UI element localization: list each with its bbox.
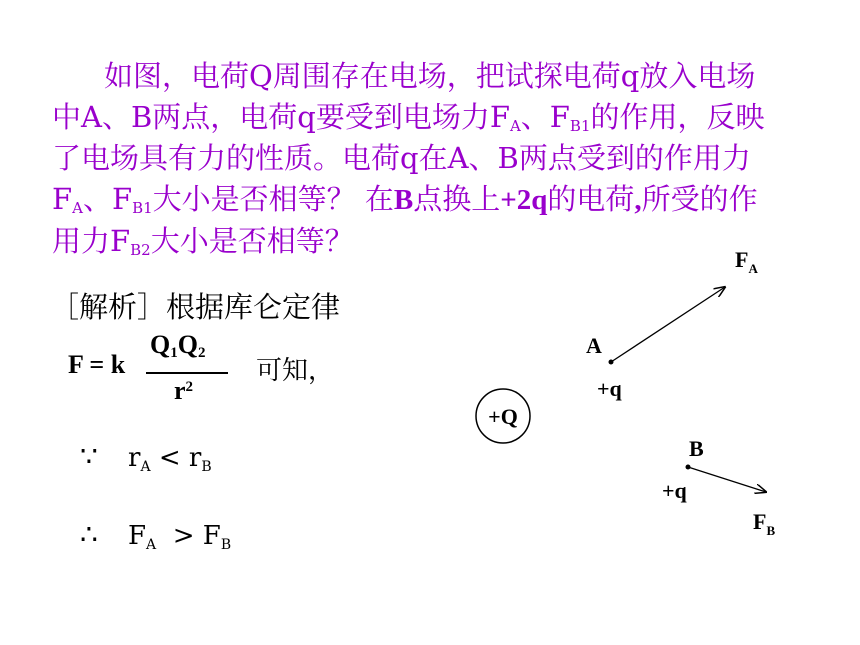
question-seg9: 大小是否相等？ — [150, 224, 354, 258]
question-seg1: 如图，电荷Q周围存在电场，把试探电荷q放入电场中A、B两点，电荷q要受到电场力F — [52, 59, 756, 134]
point-a-charge: +q — [597, 376, 622, 401]
because-a-sub: A — [140, 459, 151, 475]
question-seg4: 、F — [82, 182, 133, 216]
numerator-q2: Q — [177, 330, 198, 359]
because-b-sub: B — [201, 459, 212, 475]
source-charge-label: +Q — [488, 404, 518, 429]
question-seg6: 点换上 — [413, 182, 501, 216]
question-sub5: B2 — [130, 241, 151, 259]
force-a-label: $F_A$ — [735, 247, 758, 276]
formula-tail: 可知， — [256, 356, 335, 386]
question-sub4: B1 — [132, 199, 153, 217]
question-seg3: 的作用，反映了电场具有力的性质。电荷q在A、B两点受到的作用力F — [52, 100, 765, 216]
force-b-label: $F_B$ — [753, 509, 776, 538]
question-sub2: B1 — [569, 117, 591, 135]
because-b: r — [188, 443, 202, 473]
therefore-b: F — [202, 521, 221, 551]
formula-lhs: F = k — [68, 350, 126, 379]
therefore-symbol: ∴ — [80, 518, 98, 551]
because-a: r — [128, 443, 141, 473]
therefore-a: F — [128, 521, 147, 551]
denominator-exponent: 2 — [185, 379, 194, 395]
numerator-sub1: 1 — [170, 345, 178, 361]
question-seg7: 的电荷 — [547, 182, 635, 216]
point-b-charge: +q — [662, 478, 687, 503]
denominator-r: r — [174, 376, 186, 405]
force-a-arrow — [611, 287, 725, 362]
question-bold2: +2q — [500, 184, 548, 216]
question-seg2: 、F — [520, 100, 570, 134]
therefore-b-sub: B — [220, 537, 232, 553]
question-seg8: 所受的作用力F — [52, 182, 758, 258]
numerator-q1: Q — [150, 330, 171, 359]
question-sub3: A — [72, 199, 83, 217]
therefore-a-sub: A — [146, 537, 157, 553]
analysis-title: ［解析］根据库仑定律 — [50, 290, 341, 324]
point-a-label: A — [586, 333, 602, 358]
question-seg5: 大小是否相等？ 在 — [152, 182, 394, 216]
question-sub1: A — [509, 117, 521, 135]
point-b-label: B — [689, 436, 704, 461]
numerator-sub2: 2 — [197, 345, 206, 361]
because-op: < — [150, 443, 189, 473]
question-bold3: , — [634, 184, 642, 216]
because-symbol: ∵ — [80, 440, 98, 473]
question-bold1: B — [393, 184, 414, 216]
therefore-op: > — [156, 521, 203, 551]
force-b-arrow — [688, 467, 766, 492]
